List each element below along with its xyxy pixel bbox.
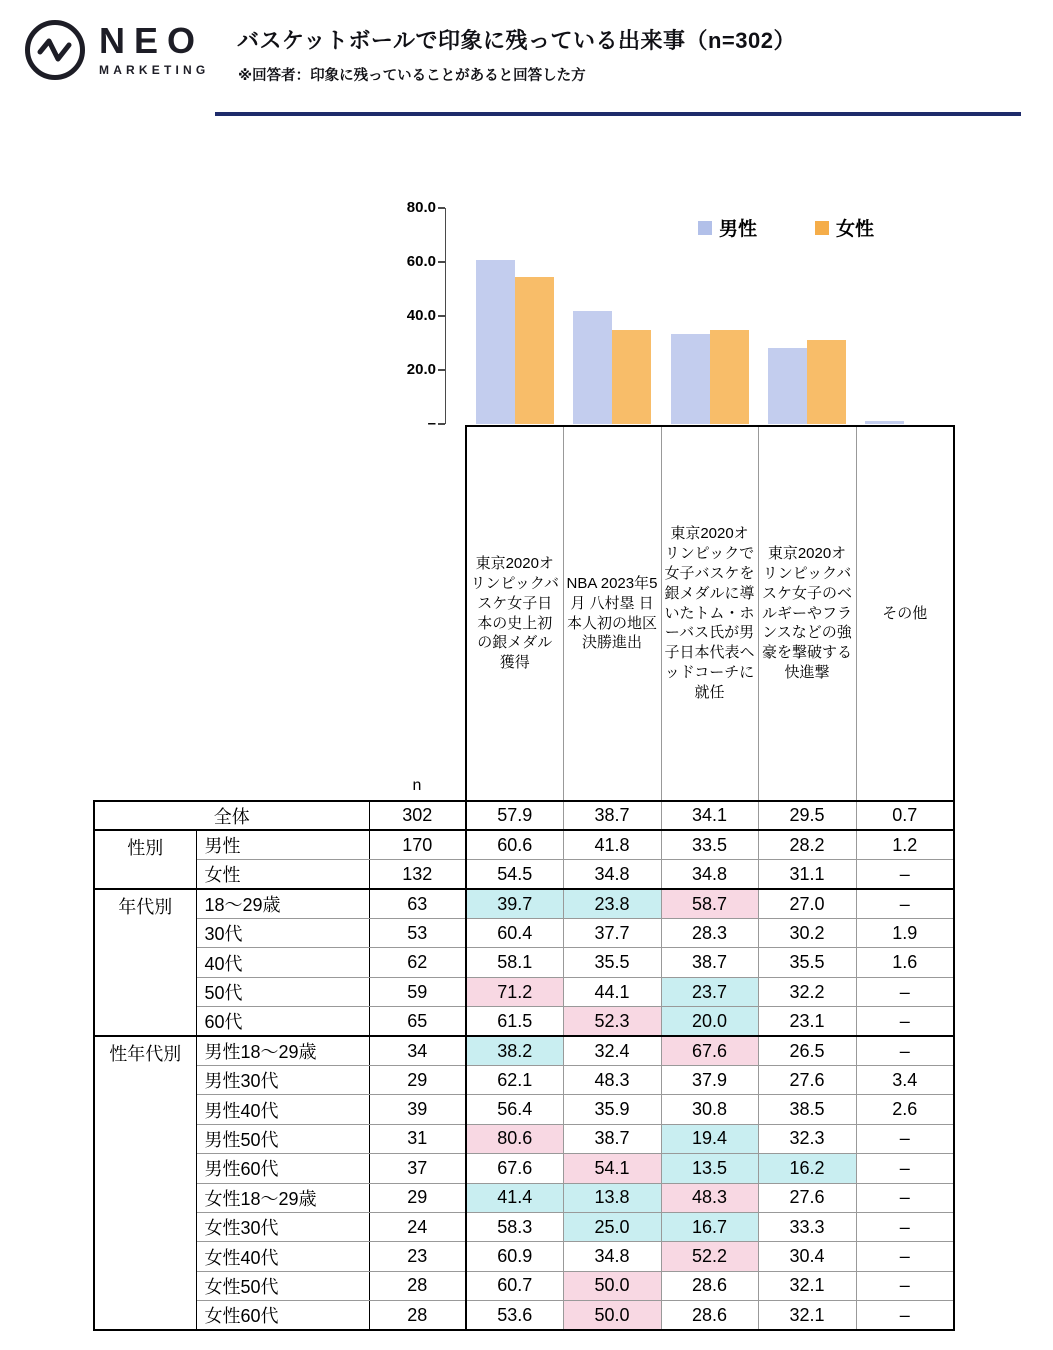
legend-item (698, 214, 757, 241)
y-axis-tick-mark (438, 261, 445, 263)
cell-value: 34.8 (563, 860, 661, 889)
cell-value: 32.1 (758, 1301, 856, 1330)
column-header: 東京2020オリンピックバスケ女子日本の史上初の銀メダル獲得 (466, 426, 563, 801)
bar-男性-4 (768, 348, 807, 424)
cell-n: 59 (369, 977, 466, 1006)
cell-value: 31.1 (758, 860, 856, 889)
cell-value: – (856, 1271, 954, 1300)
cell-value: 28.6 (661, 1271, 758, 1300)
cell-value: 28.3 (661, 919, 758, 948)
cell-value: 16.7 (661, 1212, 758, 1241)
row-label: 女性 (196, 860, 369, 889)
cell-value: – (856, 1183, 954, 1212)
legend-label: 女性 (836, 219, 875, 240)
cell-value: 48.3 (563, 1066, 661, 1095)
cell-value: 13.8 (563, 1183, 661, 1212)
cell-value: 57.9 (466, 801, 563, 830)
cell-value: 23.1 (758, 1007, 856, 1036)
pulse-wave-icon (25, 20, 85, 80)
table-row (94, 919, 954, 948)
table-header (94, 426, 954, 801)
cell-value: 56.4 (466, 1095, 563, 1124)
table-body (94, 801, 954, 1330)
cell-n: 37 (369, 1154, 466, 1183)
row-label: 男性18～29歳 (196, 1036, 369, 1065)
cell-value: 35.5 (563, 948, 661, 977)
cell-value: 30.4 (758, 1242, 856, 1271)
legend-swatch-icon (698, 221, 712, 235)
row-label: 50代 (196, 977, 369, 1006)
row-label: 男性30代 (196, 1066, 369, 1095)
y-axis-tick-mark (438, 207, 445, 209)
cell-value: 13.5 (661, 1154, 758, 1183)
cell-value: 27.6 (758, 1183, 856, 1212)
cell-value: 41.8 (563, 830, 661, 859)
cell-value: 19.4 (661, 1124, 758, 1153)
chart-legend (698, 214, 874, 241)
cell-value: – (856, 1242, 954, 1271)
logo-text (99, 20, 210, 77)
cell-value: 38.7 (661, 948, 758, 977)
table-row (94, 1271, 954, 1300)
bar-男性-1 (476, 260, 515, 424)
cell-value: – (856, 889, 954, 918)
column-header: 東京2020オリンピックで女子バスケを銀メダルに導いたトム・ホーバス氏が男子日本代表ヘッドコーチに就任 (661, 426, 758, 801)
cell-value: 32.4 (563, 1036, 661, 1065)
bar-男性-3 (671, 334, 710, 424)
row-label: 60代 (196, 1007, 369, 1036)
results-table-wrap (93, 425, 955, 1331)
cell-n: 23 (369, 1242, 466, 1271)
cell-value: 1.2 (856, 830, 954, 859)
cell-n: 34 (369, 1036, 466, 1065)
cell-value: 0.7 (856, 801, 954, 830)
legend-item (815, 214, 874, 241)
y-axis-tick-mark (438, 315, 445, 317)
column-header: 東京2020オリンピックバスケ女子のベルギーやフランスなどの強豪を撃破する快進撃 (758, 426, 856, 801)
legend-swatch-icon (815, 221, 829, 235)
cell-value: 50.0 (563, 1301, 661, 1330)
bar-男性-2 (573, 311, 612, 424)
column-header: その他 (856, 426, 954, 801)
cell-value: – (856, 977, 954, 1006)
cell-value: 60.9 (466, 1242, 563, 1271)
cell-value: 23.7 (661, 977, 758, 1006)
cell-value: 28.6 (661, 1301, 758, 1330)
y-axis-tick-label: 60.0 (406, 253, 436, 270)
cell-value: 34.1 (661, 801, 758, 830)
pulse-wave-icon (36, 35, 74, 65)
row-label: 40代 (196, 948, 369, 977)
row-label: 18～29歳 (196, 889, 369, 918)
table-row (94, 977, 954, 1006)
cell-value: 25.0 (563, 1212, 661, 1241)
cell-value: 1.6 (856, 948, 954, 977)
cell-value: 39.7 (466, 889, 563, 918)
page-subtitle: ※回答者：印象に残っていることがあると回答した方 (238, 68, 586, 84)
table-row (94, 1301, 954, 1330)
cell-value: 26.5 (758, 1036, 856, 1065)
table-row (94, 889, 954, 918)
cell-n: 31 (369, 1124, 466, 1153)
cell-value: 2.6 (856, 1095, 954, 1124)
cell-value: 37.9 (661, 1066, 758, 1095)
row-label: 男性50代 (196, 1124, 369, 1153)
row-label: 女性60代 (196, 1301, 369, 1330)
table-row (94, 948, 954, 977)
cell-value: 32.3 (758, 1124, 856, 1153)
table-row (94, 1066, 954, 1095)
cell-value: 37.7 (563, 919, 661, 948)
cell-value: – (856, 1124, 954, 1153)
cell-n: 62 (369, 948, 466, 977)
cell-value: 32.2 (758, 977, 856, 1006)
bar-chart (398, 200, 958, 432)
cell-value: 32.1 (758, 1271, 856, 1300)
cell-n: 28 (369, 1271, 466, 1300)
cell-value: 20.0 (661, 1007, 758, 1036)
cell-value: 33.5 (661, 830, 758, 859)
y-axis-tick-mark (438, 369, 445, 371)
cell-value: – (856, 860, 954, 889)
cell-value: 28.2 (758, 830, 856, 859)
page-title: バスケットボールで印象に残っている出来事（n=302） (237, 28, 796, 53)
n-column-header: n (412, 777, 422, 794)
header-spacer (94, 426, 369, 801)
cell-n: 39 (369, 1095, 466, 1124)
cell-value: 27.6 (758, 1066, 856, 1095)
bar-男性-5 (865, 421, 904, 424)
title-divider (215, 112, 1021, 116)
y-axis-tick-label: 80.0 (406, 199, 436, 216)
table-row (94, 830, 954, 859)
cell-value: 58.7 (661, 889, 758, 918)
bar-女性-2 (612, 330, 651, 424)
cell-value: 52.3 (563, 1007, 661, 1036)
cell-value: – (856, 1212, 954, 1241)
cell-value: 58.1 (466, 948, 563, 977)
cell-value: – (856, 1154, 954, 1183)
cell-value: 50.0 (563, 1271, 661, 1300)
cell-value: – (856, 1301, 954, 1330)
cell-n: 53 (369, 919, 466, 948)
cell-n: 170 (369, 830, 466, 859)
cell-n: 28 (369, 1301, 466, 1330)
cell-value: 38.7 (563, 1124, 661, 1153)
cell-n: 65 (369, 1007, 466, 1036)
logo-name: NEO (99, 20, 205, 61)
table-row (94, 1007, 954, 1036)
cell-n: 29 (369, 1183, 466, 1212)
cell-value: 60.7 (466, 1271, 563, 1300)
bar-女性-4 (807, 340, 846, 424)
row-label: 男性 (196, 830, 369, 859)
cell-n: 132 (369, 860, 466, 889)
cell-value: 38.2 (466, 1036, 563, 1065)
bar-女性-3 (710, 330, 749, 424)
cell-value: 33.3 (758, 1212, 856, 1241)
y-axis-tick-label: – (427, 415, 436, 432)
results-table (93, 425, 955, 1331)
cell-value: 38.7 (563, 801, 661, 830)
row-label: 男性40代 (196, 1095, 369, 1124)
table-row (94, 1183, 954, 1212)
cell-value: 35.5 (758, 948, 856, 977)
row-label: 男性60代 (196, 1154, 369, 1183)
cell-value: 34.8 (661, 860, 758, 889)
cell-value: – (856, 1007, 954, 1036)
table-header-row (94, 426, 954, 801)
cell-value: 60.6 (466, 830, 563, 859)
table-row (94, 1154, 954, 1183)
cell-value: – (856, 1036, 954, 1065)
logo-subtext: MARKETING (99, 63, 210, 77)
cell-value: 58.3 (466, 1212, 563, 1241)
cell-value: 52.2 (661, 1242, 758, 1271)
table-row (94, 860, 954, 889)
row-label-total: 全体 (94, 801, 369, 830)
row-group-label: 性年代別 (94, 1036, 196, 1330)
row-label: 女性50代 (196, 1271, 369, 1300)
table-row (94, 1036, 954, 1065)
cell-value: 80.6 (466, 1124, 563, 1153)
cell-value: 35.9 (563, 1095, 661, 1124)
row-label: 女性30代 (196, 1212, 369, 1241)
cell-value: 48.3 (661, 1183, 758, 1212)
column-header: NBA 2023年5月 八村塁 日本人初の地区決勝進出 (563, 426, 661, 801)
table-row (94, 1124, 954, 1153)
cell-value: 62.1 (466, 1066, 563, 1095)
cell-value: 23.8 (563, 889, 661, 918)
table-row (94, 1095, 954, 1124)
table-row (94, 1242, 954, 1271)
neo-marketing-logo (25, 20, 209, 80)
table-row (94, 1212, 954, 1241)
cell-value: 16.2 (758, 1154, 856, 1183)
cell-value: 67.6 (661, 1036, 758, 1065)
cell-n: 63 (369, 889, 466, 918)
cell-value: 41.4 (466, 1183, 563, 1212)
cell-value: 29.5 (758, 801, 856, 830)
cell-n: 302 (369, 801, 466, 830)
cell-value: 44.1 (563, 977, 661, 1006)
cell-n: 29 (369, 1066, 466, 1095)
cell-value: 67.6 (466, 1154, 563, 1183)
cell-value: 30.8 (661, 1095, 758, 1124)
row-label: 女性40代 (196, 1242, 369, 1271)
cell-value: 34.8 (563, 1242, 661, 1271)
cell-value: 61.5 (466, 1007, 563, 1036)
row-group-label: 性別 (94, 830, 196, 889)
cell-value: 54.5 (466, 860, 563, 889)
cell-value: 71.2 (466, 977, 563, 1006)
cell-value: 60.4 (466, 919, 563, 948)
y-axis-tick-label: 40.0 (406, 307, 436, 324)
cell-value: 3.4 (856, 1066, 954, 1095)
bar-女性-1 (515, 277, 554, 424)
row-label: 女性18～29歳 (196, 1183, 369, 1212)
cell-value: 53.6 (466, 1301, 563, 1330)
cell-value: 38.5 (758, 1095, 856, 1124)
cell-value: 1.9 (856, 919, 954, 948)
cell-value: 27.0 (758, 889, 856, 918)
row-label: 30代 (196, 919, 369, 948)
cell-value: 30.2 (758, 919, 856, 948)
legend-label: 男性 (719, 219, 758, 240)
table-row (94, 801, 954, 830)
row-group-label: 年代別 (94, 889, 196, 1036)
cell-value: 54.1 (563, 1154, 661, 1183)
y-axis-tick-label: 20.0 (406, 361, 436, 378)
cell-n: 24 (369, 1212, 466, 1241)
